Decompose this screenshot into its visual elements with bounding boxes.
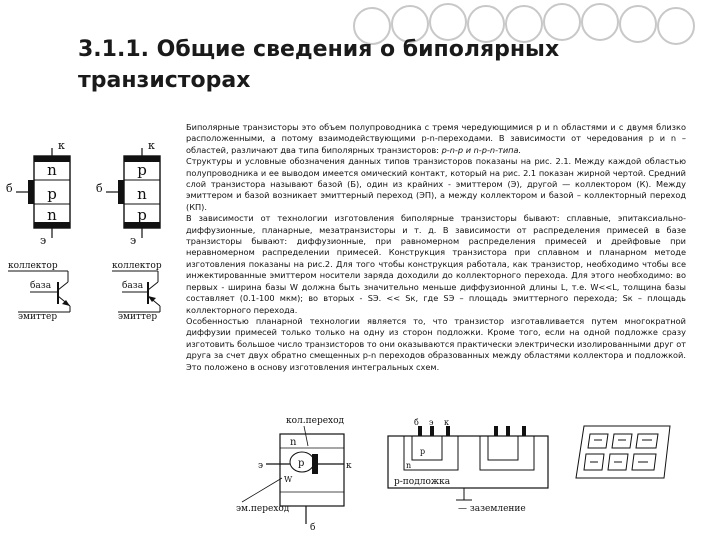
pnp-layer-1: p: [137, 161, 147, 179]
alloy-k-label: к: [346, 461, 352, 471]
planar-n-label: n: [406, 461, 412, 470]
npn-structure-diagram: [4, 136, 86, 248]
pnp-layer-3: p: [137, 206, 147, 224]
planar-b-label: б: [414, 418, 419, 427]
paragraph-2: Структуры и условные обозначения данных типов транзисторов показаны на рис. 2.1. Между каждой областью полупроводника и ее выводом имеется омический контакт, который на рис. 2.1 показан жирной чертой. Средний слой транзистора называют базой (Б), один из крайних - эмиттером (Э), другой — коллектором (К). Между эмиттером и базой возникает эмиттерный переход (ЭП), а между коллектором и базой – коллекторный переход (КП).: [186, 156, 686, 212]
pnp-structure-diagram: [94, 136, 176, 248]
isolation-label: — заземление: [458, 504, 526, 514]
npn-symbol-diagram: [4, 258, 90, 322]
npn-layer-2: p: [47, 185, 57, 203]
emitter-junction-label: эм.переход: [236, 504, 290, 514]
planar-p-label: p: [420, 447, 426, 456]
planar-e-label: э: [429, 418, 434, 427]
pnp-e-label: э: [130, 234, 137, 247]
alloy-p-label: p: [298, 458, 305, 469]
alloy-e-label: э: [258, 461, 264, 471]
paragraph-4: Особенностью планарной технологии является то, что транзистор изготавливается путем многократной диффузии примесей только только на одну из сторон подложки. Кроме того, если на одной подложке сразу изготовить большое число транзисторов то они оказываются практически электрически изолированными друг от друга за счет двух обратно смещенных p-n переходов образованных между областями коллектора и подложкой. Это положено в основу изготовления интегральных схем.: [186, 315, 686, 372]
pnp-symbol-diagram: [96, 258, 182, 322]
npn-e-label: э: [40, 234, 47, 247]
paragraph-1: [186, 122, 686, 156]
slide-title: 3.1.1. Общие сведения о биполярных транзисторах: [78, 37, 560, 93]
npn-emitter-label: эмиттер: [18, 312, 58, 322]
alloy-b-label: б: [310, 523, 316, 533]
substrate-label: p-подложка: [394, 477, 451, 487]
pnp-b-label: б: [96, 182, 103, 195]
alloy-n-label: n: [290, 437, 297, 448]
npn-k-label: к: [58, 139, 65, 152]
paragraph-3: В зависимости от технологии изготовления биполярные транзисторы бывают: сплавные, эпитаксиально-диффузионные, планарные, мезатранзисторы и т. д. В зависимости от распределения примесей в базе транзисторы бывают: диффузионные, при равномерном распределения примесей и дрейфовые при неравномерном распределении примесей. Конструкция транзистора при сплавном и планарном методе изготовления показаны на рис.2. Для того чтобы конструкция работала, как транзистор, необходимо чтобы все инжектированные эмиттером носители заряда доходили до коллекторного перехода. Для этого необходимо: во первых - ширина базы W должна быть значительно меньше диффузионной длины L, т.е. W<<L, толщина базы составляет (0.1-100 мкм); во вторых - SЭ. << Sк, где SЭ – площадь эмиттерного перехода; Sк – площадь коллекторного перехода.: [186, 213, 686, 315]
npn-layer-3: n: [47, 206, 57, 224]
pnp-collector-label: коллектор: [112, 261, 162, 271]
alloy-transistor-diagram: [232, 412, 362, 536]
pnp-base-label: база: [122, 281, 144, 291]
planar-transistor-diagram: [384, 418, 556, 514]
alloy-w-label: W: [284, 475, 293, 484]
pnp-k-label: к: [148, 139, 155, 152]
paragraph-1-text: Биполярные транзисторы это объем полупроводника с тремя чередующимися p и n областями и с двумя близко расположенными, а потому взаимодействующими p-n-переходами. В зависимости от чередования p и n –областей, различают два типа биполярных транзисторов:: [186, 122, 686, 155]
pnp-layer-2: n: [137, 185, 147, 203]
planar-k-label: к: [444, 418, 449, 427]
body-text: [186, 122, 686, 373]
npn-layer-1: n: [47, 161, 57, 179]
npn-collector-label: коллектор: [8, 261, 58, 271]
npn-base-label: база: [30, 281, 52, 291]
ic-layout-diagram: [570, 422, 680, 484]
types-emphasis: p-n-p и n-p-n-типа.: [441, 144, 522, 155]
pnp-emitter-label: эмиттер: [118, 312, 158, 322]
npn-b-label: б: [6, 182, 13, 195]
collector-junction-label: кол.переход: [286, 416, 345, 426]
